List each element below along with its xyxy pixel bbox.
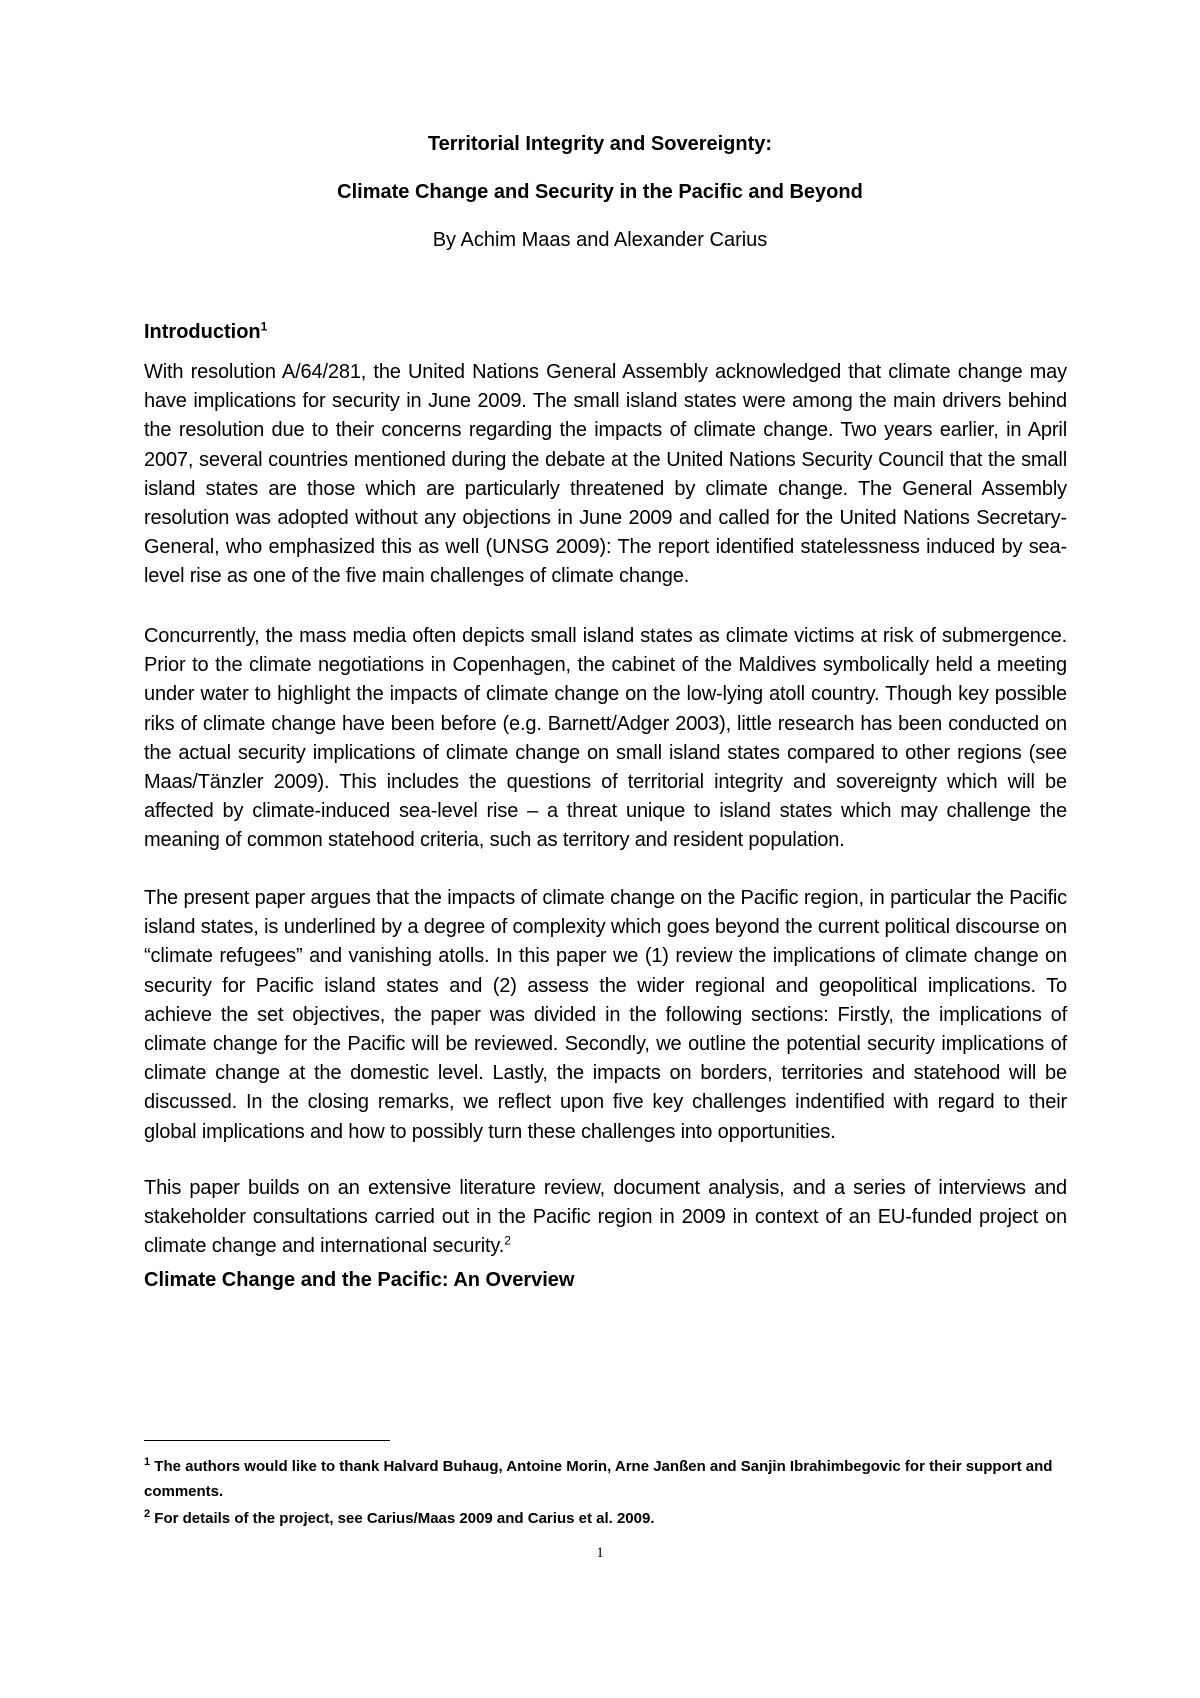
document-byline: By Achim Maas and Alexander Carius xyxy=(432,229,768,251)
intro-paragraph-3: The present paper argues that the impacts of climate change on the Pacific region, in particular the Pacific island states, is underlined by a degree of complexity which goes beyond the current political discourse on “climate refugees” and vanishing atolls. In this paper we (1) review the implications of climate change on security for Pacific island states and (2) assess the wider regional and geopolitical implications. To achieve the set objectives, the paper was divided in the following sections: Firstly, the implications of climate change for the Pacific will be reviewed. Secondly, we outline the potential security implications of climate change at the domestic level. Lastly, the impacts on borders, territories and statehood will be discussed. In the closing remarks, we reflect upon five key challenges indentified with regard to their global implications and how to possibly turn these challenges into opportunities. xyxy=(144,887,1067,1143)
section-heading-overview: Climate Change and the Pacific: An Overview xyxy=(144,1269,575,1291)
intro-paragraph-4 xyxy=(144,1174,1067,1262)
footnote-1-number: 1 xyxy=(144,1456,151,1468)
footnote-1-text: The authors would like to thank Halvard Buhaug, Antoine Morin, Arne Janßen and Sanjin Ibrahimbegovic for their support and comments. xyxy=(144,1458,1053,1500)
document-title-line2: Climate Change and Security in the Pacific and Beyond xyxy=(337,181,863,203)
footnote-ref-1: 1 xyxy=(260,319,268,334)
intro-paragraph-2: Concurrently, the mass media often depicts small island states as climate victims at risk of submergence. Prior to the climate negotiations in Copenhagen, the cabinet of the Maldives symbolically held a meeting under water to highlight the impacts of climate change on the low-lying atoll country. Though key possible riks of climate change have been before (e.g. Barnett/Adger 2003), little research has been conducted on the actual security implications of climate change on small island states compared to other regions (see Maas/Tänzler 2009). This includes the questions of territorial integrity and sovereignty which will be affected by climate-induced sea-level rise – a threat unique to island states which may challenge the meaning of common statehood criteria, such as territory and resident population. xyxy=(144,625,1067,852)
intro-paragraph-1: With resolution A/64/281, the United Nations General Assembly acknowledged that climate change may have implications for security in June 2009. The small island states were among the main drivers behind the resolution due to their concerns regarding the impacts of climate change. Two years earlier, in April 2007, several countries mentioned during the debate at the United Nations Security Council that the small island states are those which are particularly threatened by climate change. The General Assembly resolution was adopted without any objections in June 2009 and called for the United Nations Secretary-General, who emphasized this as well (UNSG 2009): The report identified statelessness induced by sea-level rise as one of the five main challenges of climate change. xyxy=(144,361,1067,588)
intro-paragraph-4-text: This paper builds on an extensive literature review, document analysis, and a series of interviews and stakeholder consultations carried out in the Pacific region in 2009 in context of an EU-funded project on climate change and international security. xyxy=(144,1177,1067,1258)
footnote-2-number: 2 xyxy=(144,1508,151,1520)
introduction-heading xyxy=(144,320,267,344)
footnote-1 xyxy=(144,1454,1067,1504)
introduction-heading-text: Introduction xyxy=(144,321,261,343)
footnote-2 xyxy=(144,1506,1067,1531)
document-title-line1: Territorial Integrity and Sovereignty: xyxy=(427,133,773,155)
page-number: 1 xyxy=(596,1545,604,1561)
footnote-ref-2: 2 xyxy=(504,1233,511,1248)
footnote-separator xyxy=(144,1440,390,1441)
footnote-2-text: For details of the project, see Carius/Maas 2009 and Carius et al. 2009. xyxy=(154,1510,655,1527)
